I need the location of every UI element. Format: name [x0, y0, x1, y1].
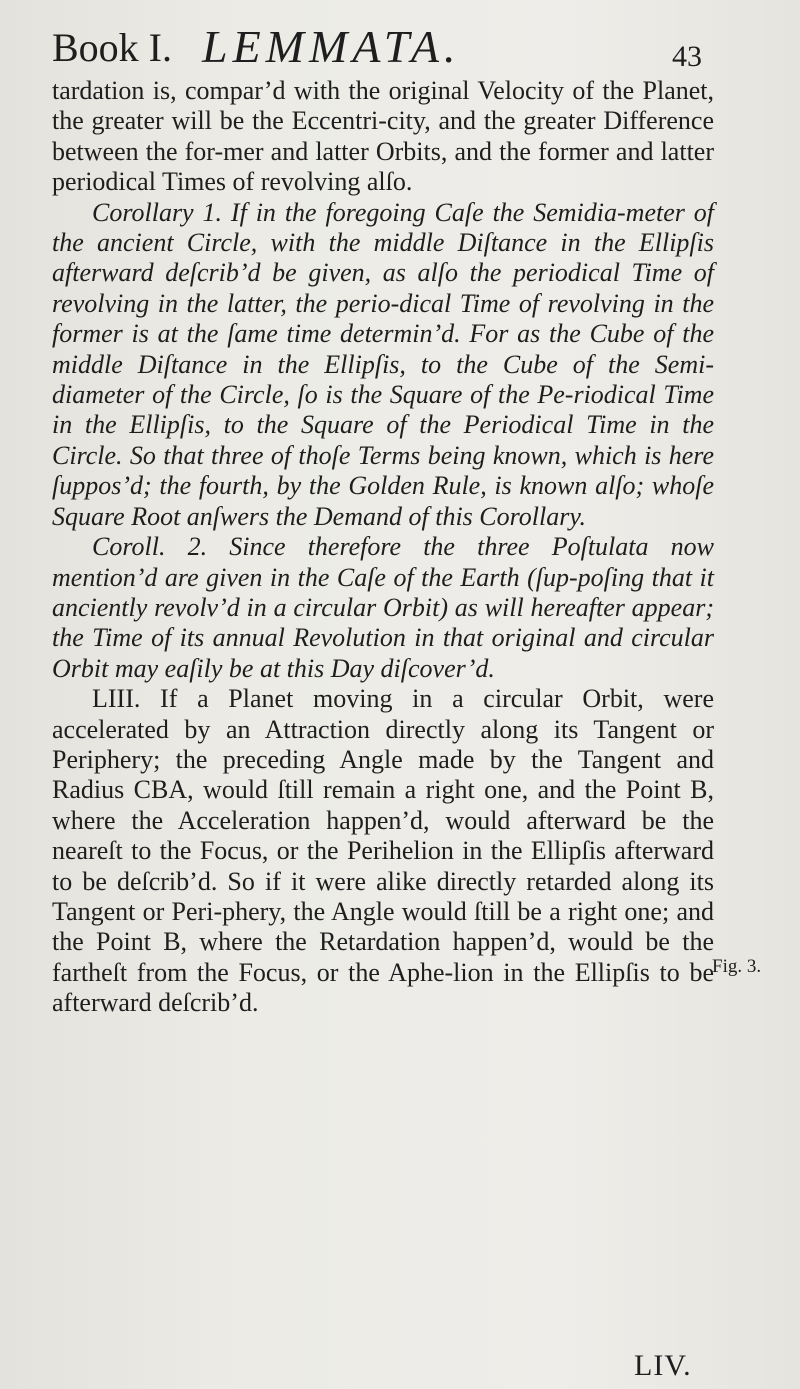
- corollary-1: Corollary 1. If in the foregoing Caſe the Semidia-meter of the ancient Circle, with the middle Diſtance in the Ellipſis afterward deſcrib’d be given, as alſo the periodical Time of revolving in the latter, the perio-dical Time of revolving in the former is at the ſame time determin’d. For as the Cube of the middle Diſtance in the Ellipſis, to the Cube of the Semi-diameter of the Circle, ſo is the Square of the Pe-riodical Time in the Ellipſis, to the Square of the Periodical Time in the Circle. So that three of thoſe Terms being known, which is here ſuppos’d; the fourth, by the Golden Rule, is known alſo; whoſe Square Root anſwers the Demand of this Corollary.: [52, 197, 714, 531]
- body-text: [52, 76, 714, 1019]
- book-label: Book I.: [52, 25, 172, 70]
- corollary-2: Coroll. 2. Since therefore the three Poſtulata now mention’d are given in the Caſe of the Earth (ſup-poſing that it anciently revolv’d in a circular Orbit) as will hereafter appear; the Time of its annual Revolution in that original and circular Orbit may eaſily be at this Day diſcover’d.: [52, 532, 714, 683]
- catchword: LIV.: [634, 1349, 692, 1382]
- page-title: LEMMATA.: [202, 21, 461, 72]
- figure-reference: Fig. 3.: [712, 956, 762, 977]
- paragraph: tardation is, compar’d with the original Velocity of the Planet, the greater will be the Eccentri-city, and the greater Difference between the for-mer and latter Orbits, and the former and latter periodical Times of revolving alſo.: [52, 76, 714, 197]
- page-number: 43: [672, 40, 702, 73]
- running-header: [52, 20, 712, 78]
- section-liii: LIII. If a Planet moving in a circular Orbit, were accelerated by an Attraction directly along its Tangent or Periphery; the preceding Angle made by the Tangent and Radius CBA, would ſtill remain a right one, and the Point B, where the Acceleration happen’d, would afterward be the neareſt to the Focus, or the Perihelion in the Ellipſis afterward to be deſcrib’d. So if it were alike directly retarded along its Tangent or Peri-phery, the Angle would ſtill be a right one; and the Point B, where the Retardation happen’d, would be the fartheſt from the Focus, or the Aphe-lion in the Ellipſis to be afterward deſcrib’d.: [52, 684, 714, 1018]
